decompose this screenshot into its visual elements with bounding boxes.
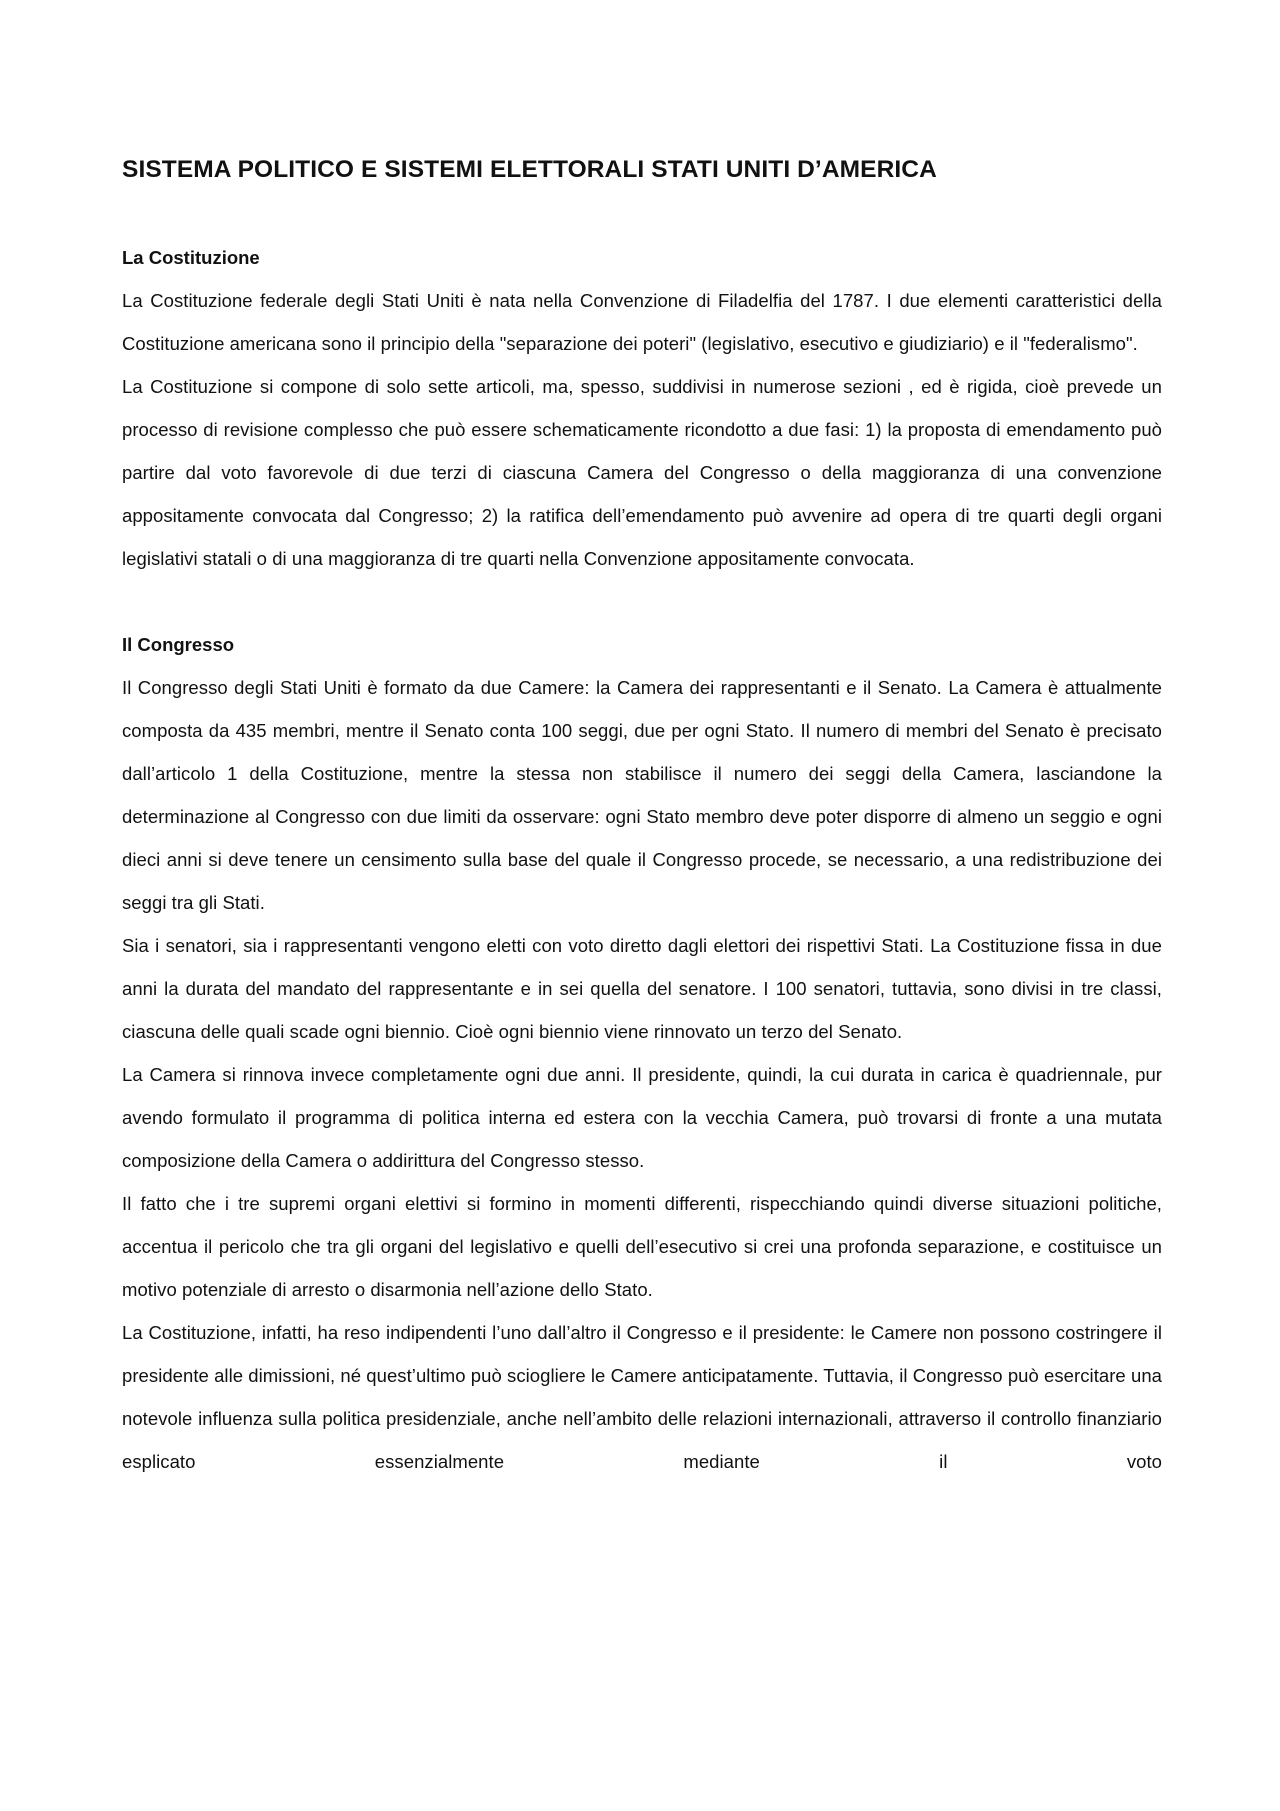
paragraph-congresso-5: La Costituzione, infatti, ha reso indipendenti l’uno dall’altro il Congresso e il presidente: le Camere non possono costringere il presidente alle dimissioni, né quest’ultimo può sciogliere le Camere anticipatamente. Tuttavia, il Congresso può esercitare una notevole influenza sulla politica presidenziale, anche nell’ambito delle relazioni internazionali, attraverso il controllo finanziario esplicato essenzialmente mediante il voto <box>122 1322 1162 1472</box>
paragraph-congresso-3: La Camera si rinnova invece completamente ogni due anni. Il presidente, quindi, la cui durata in carica è quadriennale, pur avendo formulato il programma di politica interna ed estera con la vecchia Camera, può trovarsi di fronte a una mutata composizione della Camera o addirittura del Congresso stesso. <box>122 1064 1162 1171</box>
document-title: SISTEMA POLITICO E SISTEMI ELETTORALI STATI UNITI D’AMERICA <box>122 156 937 183</box>
paragraph-costituzione-1: La Costituzione federale degli Stati Uniti è nata nella Convenzione di Filadelfia del 1787. I due elementi caratteristici della Costituzione americana sono il principio della "separazione dei poteri" (legislativo, esecutivo e giudiziario) e il "federalismo". <box>122 290 1162 354</box>
paragraph-congresso-2: Sia i senatori, sia i rappresentanti vengono eletti con voto diretto dagli elettori dei rispettivi Stati. La Costituzione fissa in due anni la durata del mandato del rappresentante e in sei quella del senatore. I 100 senatori, tuttavia, sono divisi in tre classi, ciascuna delle quali scade ogni biennio. Cioè ogni biennio viene rinnovato un terzo del Senato. <box>122 935 1162 1042</box>
paragraph-costituzione-2: La Costituzione si compone di solo sette articoli, ma, spesso, suddivisi in numerose sezioni , ed è rigida, cioè prevede un processo di revisione complesso che può essere schematicamente ricondotto a due fasi: 1) la proposta di emendamento può partire dal voto favorevole di due terzi di ciascuna Camera del Congresso o della maggioranza di una convenzione appositamente convocata dal Congresso; 2) la ratifica dell’emendamento può avvenire ad opera di tre quarti degli organi legislativi statali o di una maggioranza di tre quarti nella Convenzione appositamente convocata. <box>122 376 1162 569</box>
section-congresso <box>122 623 1162 1483</box>
section-heading-congresso: Il Congresso <box>122 634 235 655</box>
document-page <box>122 150 1162 1483</box>
paragraph-congresso-1: Il Congresso degli Stati Uniti è formato da due Camere: la Camera dei rappresentanti e il Senato. La Camera è attualmente composta da 435 membri, mentre il Senato conta 100 seggi, due per ogni Stato. Il numero di membri del Senato è precisato dall’articolo 1 della Costituzione, mentre la stessa non stabilisce il numero dei seggi della Camera, lasciandone la determinazione al Congresso con due limiti da osservare: ogni Stato membro deve poter disporre di almeno un seggio e ogni dieci anni si deve tenere un censimento sulla base del quale il Congresso procede, se necessario, a una redistribuzione dei seggi tra gli Stati. <box>122 677 1162 913</box>
section-costituzione <box>122 236 1162 580</box>
section-heading-costituzione: La Costituzione <box>122 247 260 268</box>
paragraph-congresso-4: Il fatto che i tre supremi organi elettivi si formino in momenti differenti, rispecchiando quindi diverse situazioni politiche, accentua il pericolo che tra gli organi del legislativo e quelli dell’esecutivo si crei una profonda separazione, e costituisce un motivo potenziale di arresto o disarmonia nell’azione dello Stato. <box>122 1193 1162 1300</box>
